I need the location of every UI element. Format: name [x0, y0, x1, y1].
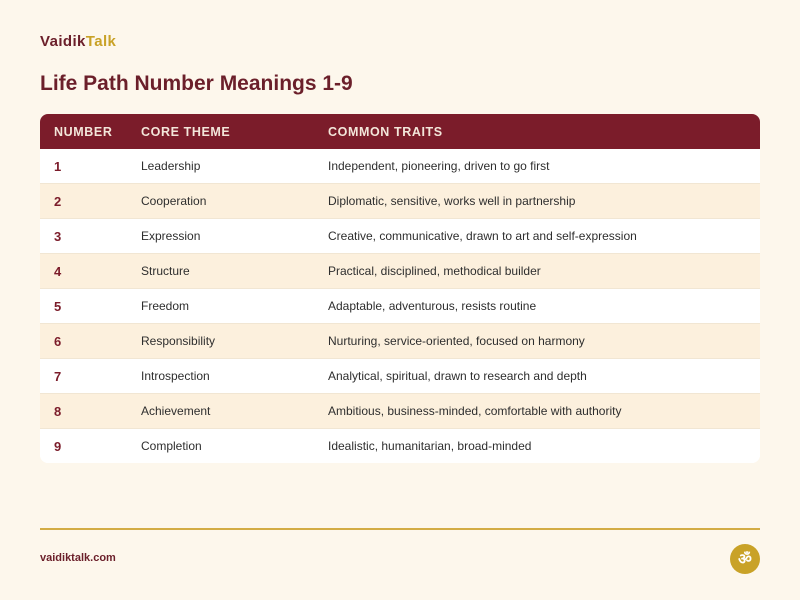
row-common-traits: Adaptable, adventurous, resists routine [314, 289, 760, 324]
row-common-traits: Diplomatic, sensitive, works well in partnership [314, 184, 760, 219]
row-common-traits: Analytical, spiritual, drawn to research and depth [314, 359, 760, 394]
row-core-theme: Structure [127, 254, 314, 289]
row-core-theme: Cooperation [127, 184, 314, 219]
row-number: 5 [40, 289, 127, 324]
row-common-traits: Ambitious, business-minded, comfortable with authority [314, 394, 760, 429]
footer-divider [40, 528, 760, 530]
row-number: 9 [40, 429, 127, 464]
brand-logo-part1: Vaidik [40, 33, 86, 50]
column-header-common-traits: COMMON TRAITS [314, 114, 760, 149]
table-row [40, 429, 760, 464]
row-common-traits: Creative, communicative, drawn to art and self-expression [314, 219, 760, 254]
table-row [40, 149, 760, 184]
table-row [40, 324, 760, 359]
row-core-theme: Leadership [127, 149, 314, 184]
row-core-theme: Achievement [127, 394, 314, 429]
meanings-table [40, 114, 760, 463]
row-core-theme: Responsibility [127, 324, 314, 359]
table-row [40, 219, 760, 254]
table-row [40, 184, 760, 219]
row-core-theme: Introspection [127, 359, 314, 394]
column-header-number: NUMBER [40, 114, 127, 149]
row-core-theme: Completion [127, 429, 314, 464]
page-title: Life Path Number Meanings 1-9 [40, 72, 353, 95]
table-body [40, 149, 760, 463]
table-row [40, 289, 760, 324]
row-number: 6 [40, 324, 127, 359]
brand-logo-part2: Talk [85, 33, 117, 50]
table-header-row [40, 114, 760, 149]
row-number: 7 [40, 359, 127, 394]
row-core-theme: Expression [127, 219, 314, 254]
column-header-core-theme: CORE THEME [127, 114, 314, 149]
row-core-theme: Freedom [127, 289, 314, 324]
table-row [40, 254, 760, 289]
row-number: 3 [40, 219, 127, 254]
brand-logo [40, 33, 116, 51]
footer-website-link[interactable]: vaidiktalk.com [40, 552, 116, 564]
meanings-table-container [40, 114, 760, 463]
table-row [40, 359, 760, 394]
om-icon: ॐ [730, 544, 760, 574]
row-number: 2 [40, 184, 127, 219]
table-header [40, 114, 760, 149]
table-row [40, 394, 760, 429]
row-common-traits: Practical, disciplined, methodical builder [314, 254, 760, 289]
row-number: 1 [40, 149, 127, 184]
row-common-traits: Nurturing, service-oriented, focused on harmony [314, 324, 760, 359]
row-common-traits: Idealistic, humanitarian, broad-minded [314, 429, 760, 464]
row-common-traits: Independent, pioneering, driven to go first [314, 149, 760, 184]
row-number: 8 [40, 394, 127, 429]
row-number: 4 [40, 254, 127, 289]
